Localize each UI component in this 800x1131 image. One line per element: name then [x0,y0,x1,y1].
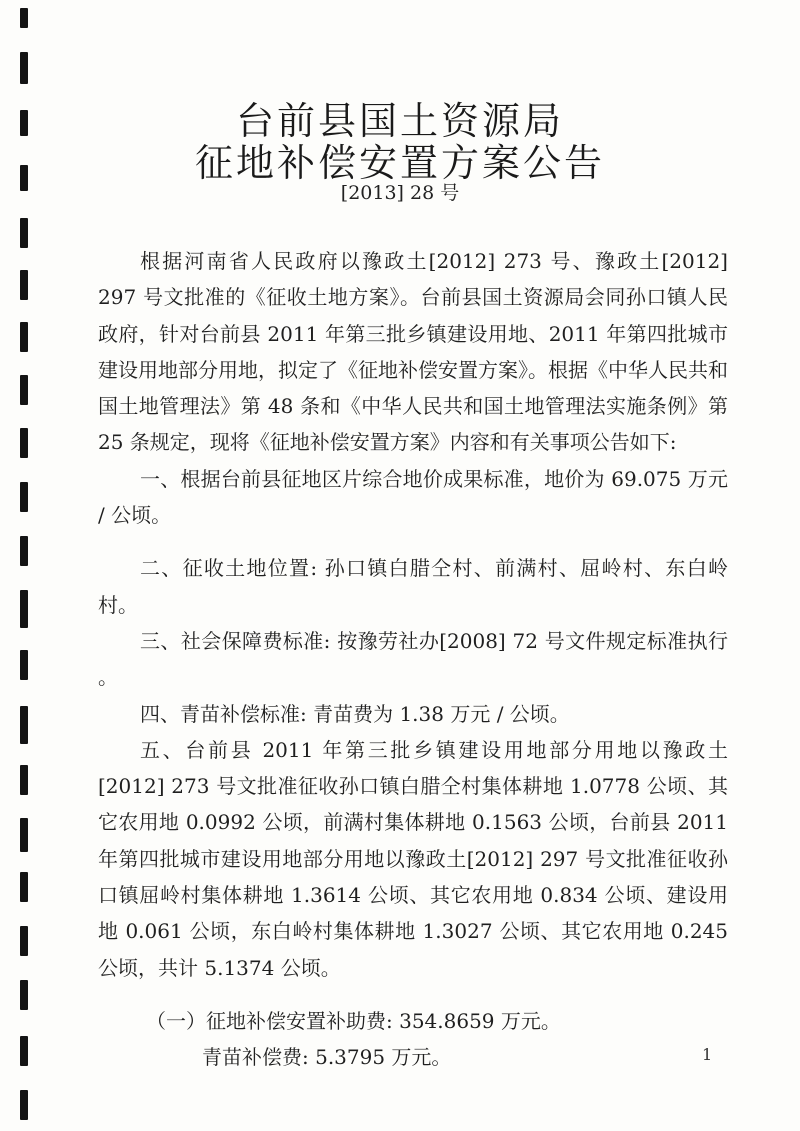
page-number: 1 [702,1045,713,1064]
item-2-paragraph: 二、征收土地位置: 孙口镇白腊仝村、前满村、屈岭村、东白岭村。 [98,556,728,617]
item-3-paragraph: 三、社会保障费标准: 按豫劳社办[2008] 72 号文件规定标准执行 。 [98,628,728,690]
binding-hole-mark [20,818,28,852]
item-1-paragraph: 一、根据台前县征地区片综合地价成果标准，地价为 69.075 万元 / 公顷。 [98,466,728,528]
subitem-2-paragraph: 青苗补偿费: 5.3795 万元。 [202,1045,452,1070]
subitem-1-paragraph: （一）征地补偿安置补助费: 354.8659 万元。 [146,1008,561,1033]
binding-hole-mark [20,1036,28,1066]
binding-hole-mark [20,218,28,248]
title-line-2: 征地补偿安置方案公告 [194,141,605,185]
document-number: [2013] 28 号 [340,182,460,204]
binding-hole-mark [20,980,28,1010]
binding-hole-mark [20,650,28,680]
binding-hole-mark [20,375,28,405]
binding-hole-mark [20,482,28,512]
binding-hole-mark [20,428,28,458]
binding-hole-mark [20,8,28,28]
item-4-paragraph: 四、青苗补偿标准: 青苗费为 1.38 万元 / 公顷。 [140,701,570,726]
intro-paragraph: 根据河南省人民政府以豫政土[2012] 273 号、豫政土[2012] 297 号文批准的《征收土地方案》。台前县国土资源局会同孙口镇人民政府，针对台前县 2011 年第三批乡镇建设用地、2011 年第四批城市建设用地部分用地，拟定了《征地补偿安置方案》。根据《中华人民共和国土地管理法》第 48 条和《中华人民共和国土地管理法实施条例》第 25 条规定，现将《征地补偿安置方案》内容和有关事项公告如下: [98,249,728,455]
binding-hole-mark [20,270,28,300]
binding-hole-mark [20,52,28,84]
binding-hole-mark [20,926,28,956]
binding-hole-mark [20,706,28,744]
binding-hole-mark [20,872,28,902]
binding-hole-mark [20,590,28,628]
document-body [98,243,728,1076]
item-5-paragraph: 五、台前县 2011 年第三批乡镇建设用地部分用地以豫政土[2012] 273 号文批准征收孙口镇白腊仝村集体耕地 1.0778 公顷、其它农用地 0.0992 公顷，前满村集体耕地 0.1563 公顷，台前县 2011 年第四批城市建设用地部分用地以豫政土[2012] 297 号文批准征收孙口镇屈岭村集体耕地 1.3614 公顷、其它农用地 0.834 公顷、建设用地 0.061 公顷，东白岭村集体耕地 1.3027 公顷、其它农用地 0.245 公顷，共计 5.1374 公顷。 [98,737,728,980]
binding-hole-mark [20,536,28,566]
binding-hole-mark [20,1090,28,1120]
title-line-1: 台前县国土资源局 [235,99,564,143]
binding-hole-mark [20,765,28,795]
binding-hole-mark [20,322,28,352]
